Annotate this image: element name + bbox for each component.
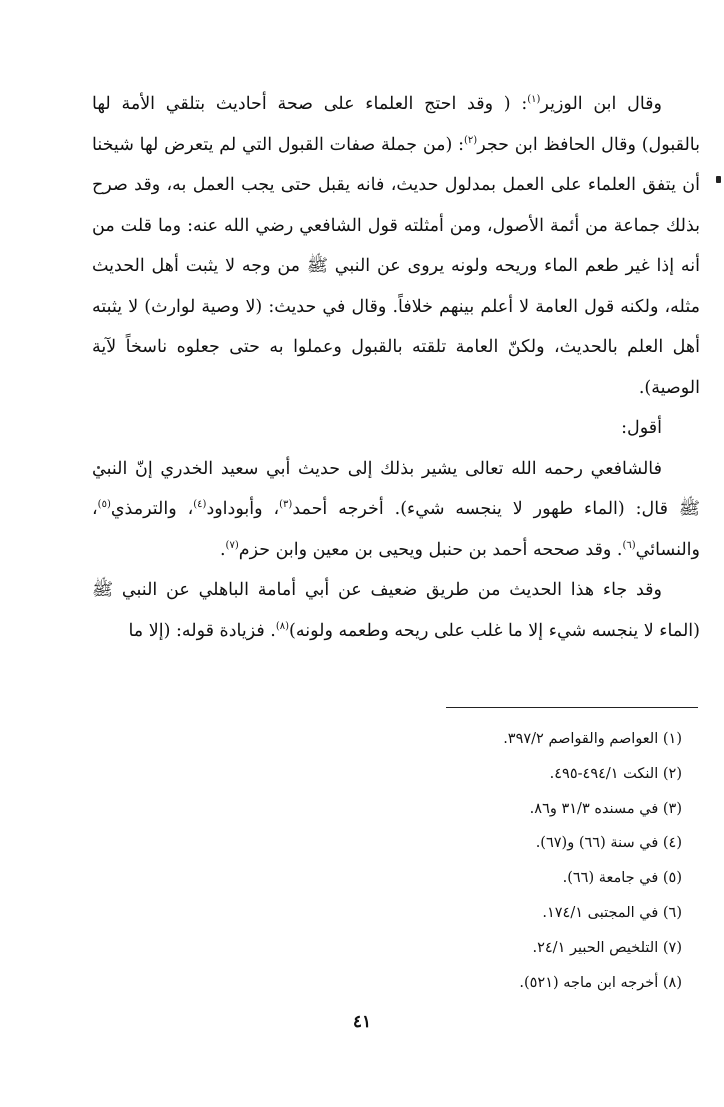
paragraph (92, 570, 700, 651)
paragraph-text: ، وأبوداود (206, 499, 280, 519)
footnote: (١) العواصم والقواصم ٣٩٧/٢. (503, 731, 682, 747)
footnote-ref: (٥) (97, 499, 111, 511)
footnote: (٦) في المجتبى ١٧٤/١. (542, 904, 682, 921)
paragraph-text: أقول: (621, 418, 662, 438)
paragraph-text: فالشافعي رحمه الله تعالى يشير بذلك إلى حديث أبي سعيد الخدري إنّ النبي ﷺ قال: (الماء طهور لا ينجسه شيء). أخرجه أحمد (92, 458, 700, 519)
footnote-separator (446, 707, 698, 708)
footnote: (٢) النكت ٤٩٤/١-٤٩٥. (549, 765, 682, 782)
paragraph-text: ، والترمذي (110, 499, 194, 519)
page-number: ٤١ (352, 1012, 372, 1032)
footnote: (٣) في مسنده ٣١/٣ و٨٦. (529, 800, 682, 817)
paragraph-text: وقد جاء هذا الحديث من طريق ضعيف عن أبي أمامة الباهلي عن النبي ﷺ (الماء لا ينجسه شيء إلا ما غلب على ريحه وطعمه ولونه) (92, 580, 700, 641)
paragraph-text: وقال ابن الوزير (540, 94, 662, 114)
footnote: (٤) في سنة (٦٦) و(٦٧). (535, 835, 682, 852)
footnote-ref: (٤) (193, 499, 207, 511)
footnote-ref: (٣) (279, 499, 293, 511)
footnote: (٨) أخرجه ابن ماجه (٥٢١). (519, 974, 682, 991)
footnote-ref: (١) (527, 94, 541, 106)
footnote-ref: (٢) (464, 134, 478, 146)
paragraph (92, 84, 700, 408)
paragraph (92, 449, 700, 571)
footnote-ref: (٧) (225, 539, 239, 551)
footnote-ref: (٦) (622, 539, 636, 551)
paragraph-text: ، والنسائي (92, 499, 700, 560)
paragraph-text: : (من جملة صفات القبول التي لم يتعرض لها شيخنا أن يتفق العلماء على العمل بمدلول حديث، فانه يقبل حتى يجب العمل به، وقد صرح بذلك جماعة من أئمة الأصول، ومن أمثلته قول الشافعي رضي الله عنه: وما قلت من أنه إذا غير طعم الماء وريحه ولونه يروى عن النبي ﷺ من وجه لا يثبت أهل الحديث مثله، ولكنه قول العامة لا أعلم بينهم خلافاً. وقال في حديث: (لا وصية لوارث) لا يثبته أهل العلم بالحديث، ولكنّ العامة تلقته بالقبول وعملوا به حتى جعلوه ناسخاً لآية الوصية). (92, 134, 700, 398)
paragraph-text: . فزيادة قوله: (إلا ما (128, 620, 276, 641)
footnote-ref: (٨) (275, 620, 290, 632)
margin-ink-mark (716, 176, 721, 183)
main-text (92, 84, 700, 651)
paragraph-text: . (219, 539, 226, 560)
footnote: (٥) في جامعة (٦٦). (562, 870, 682, 887)
paragraph-text: : ( وقد احتج العلماء على صحة أحاديث بتلقي الأمة لها بالقبول) وقال الحافظ ابن حجر (92, 94, 700, 155)
footnotes-list (100, 722, 682, 1000)
footnote: (٧) التلخيص الحبير ٢٤/١. (532, 939, 682, 956)
paragraph-text: . وقد صححه أحمد بن حنبل ويحيى بن معين وابن حزم (238, 539, 623, 560)
section-heading (92, 408, 700, 449)
